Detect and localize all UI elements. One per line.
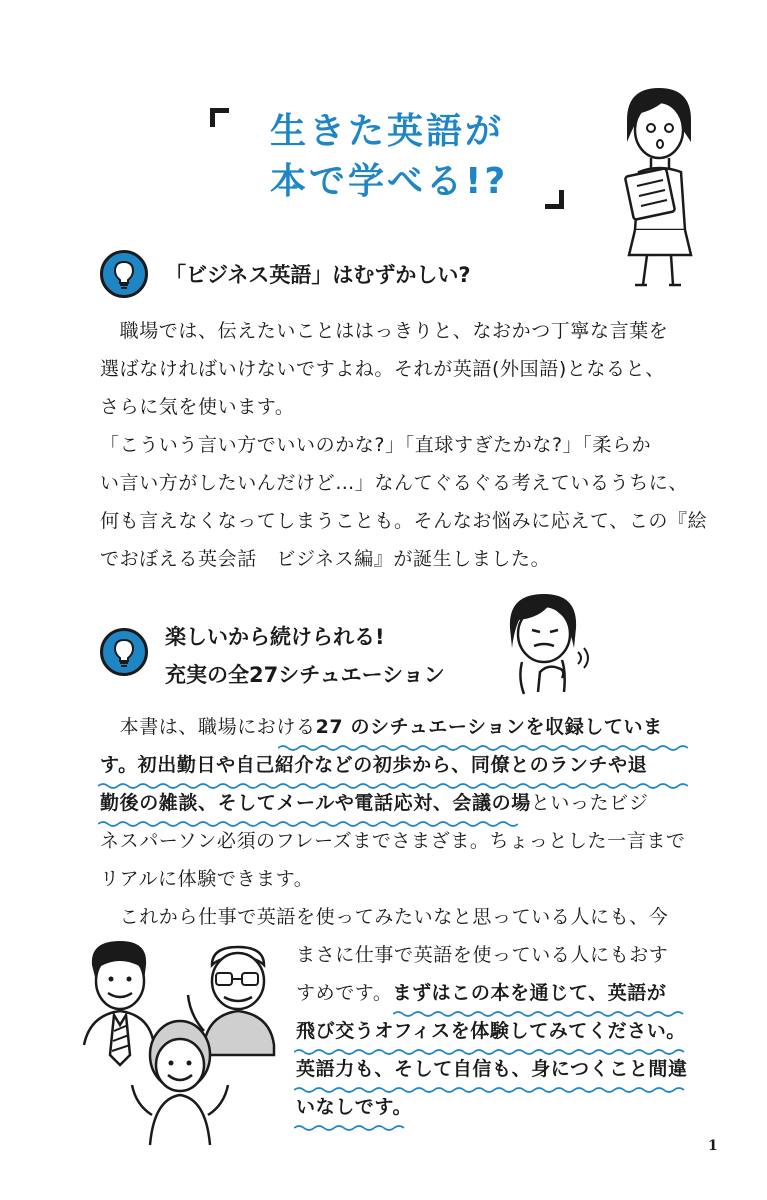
lightbulb-icon: [100, 250, 148, 298]
section2-line: [100, 789, 648, 817]
section1-line: でおぼえる英会話 ビジネス編』が誕生しました。: [100, 548, 551, 570]
section2-line: ネスパーソン必須のフレーズまでさまざま。ちょっとした一言まで: [100, 830, 686, 852]
section2-line: これから仕事で英語を使ってみたいなと思っている人にも、今: [100, 906, 669, 928]
section1-line: い言い方がしたいんだけど…」なんてぐるぐる考えているうちに、: [100, 472, 689, 494]
section2-line: 飛び交うオフィスを体験してみてください。: [296, 1020, 686, 1042]
section2-line: [296, 979, 667, 1007]
lightbulb-icon: [100, 628, 148, 676]
section2-line-part: といったビジ: [530, 792, 649, 814]
section1-line: さらに気を使います。: [100, 396, 295, 418]
section2-line: [100, 713, 663, 741]
section2-line: いなしです。: [296, 1096, 413, 1118]
page-title-line2: 本で学べる!?: [270, 161, 509, 202]
section2-line: 英語力も、そして自信も、身につくこと間違: [296, 1058, 688, 1080]
woman-reading-illustration: [615, 80, 705, 290]
section1-line: 「こういう言い方でいいのかな?」「直球すぎたかな?」「柔らか: [100, 434, 652, 456]
page-number: 1: [708, 1138, 718, 1154]
section2-line-part: 本書は、職場における: [100, 716, 316, 738]
section1-heading: 「ビジネス英語」はむずかしい?: [165, 263, 471, 287]
section2-line-part: 勤後の雑談、そしてメールや電話応対、会議の場: [100, 792, 531, 814]
woman-thinking-illustration: [500, 588, 600, 698]
office-workers-illustration: [80, 935, 280, 1155]
section2-heading-line1: 楽しいから続けられる!: [165, 625, 385, 649]
section2-line: まさに仕事で英語を使っている人にもおす: [296, 944, 669, 966]
section2-line: す。初出勤日や自己紹介などの初歩から、同僚とのランチや退: [100, 754, 648, 776]
wavy-underline: [294, 1124, 406, 1132]
section1-line: 選ばなければいけないですよね。それが英語(外国語)となると、: [100, 358, 665, 380]
section2-line-part: 27 のシチュエーションを収録していま: [315, 716, 663, 738]
title-close-bracket: [545, 190, 564, 209]
section2-line-part: すめです。: [296, 982, 393, 1004]
section2-line-part: まずはこの本を通じて、英語が: [392, 982, 667, 1004]
section1-line: 職場では、伝えたいことははっきりと、なおかつ丁寧な言葉を: [100, 320, 669, 342]
section2-line: リアルに体験できます。: [100, 868, 314, 890]
page-title-line1: 生きた英語が: [270, 111, 505, 152]
title-open-bracket: [210, 108, 229, 127]
section1-line: 何も言えなくなってしまうことも。そんなお悩みに応えて、この『絵: [100, 510, 708, 532]
section2-heading-line2: 充実の全27シチュエーション: [165, 663, 445, 687]
